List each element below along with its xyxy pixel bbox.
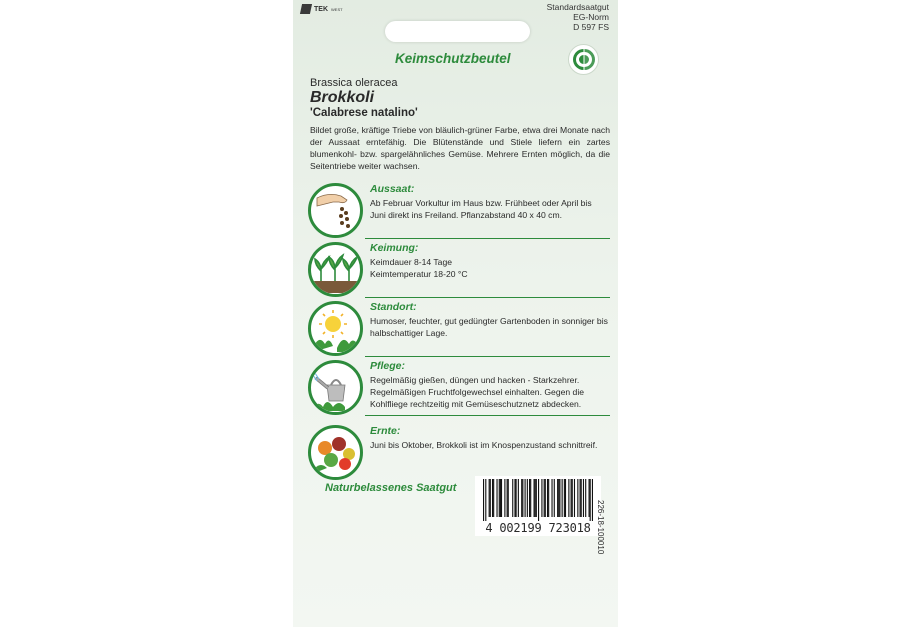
- seedlings-icon: [308, 242, 363, 297]
- article-code: 226-18-100010: [596, 500, 605, 555]
- section-title: Standort:: [370, 301, 417, 313]
- section-title: Pflege:: [370, 360, 406, 372]
- barcode-bar: [592, 479, 593, 521]
- product-description: Bildet große, kräftige Triebe von bläulich-grüner Farbe, etwa drei Monate nach der Aussaat erntefähig. Die Blütenstände und Stiele liefern ein zartes blumenkohl- bzw. spargelähnliches Gemüse. Mehrere Ernten möglich, da die Seitentriebe weiter wachsen.: [310, 125, 610, 171]
- barcode-bar: [529, 479, 530, 517]
- seed-norm-info: [547, 2, 609, 32]
- barcode-bar: [565, 479, 566, 517]
- barcode-bar: [562, 479, 563, 517]
- barcode-bar: [568, 479, 569, 517]
- barcode-bar: [534, 479, 535, 517]
- barcode-bar: [544, 479, 545, 517]
- barcode-bar: [541, 479, 542, 517]
- section-title: Keimung:: [370, 242, 419, 254]
- watering-can-icon: [308, 360, 363, 415]
- barcode-bar: [545, 479, 546, 517]
- barcode-bar: [490, 479, 491, 517]
- barcode-bar: [571, 479, 572, 517]
- seed-packet-back: [293, 0, 618, 627]
- barcode-bar: [590, 479, 591, 521]
- section-title: Aussaat:: [370, 183, 415, 195]
- brand-logo: [301, 4, 343, 14]
- barcode-number: 4 002199 723018: [485, 521, 591, 535]
- barcode-bar: [530, 479, 531, 517]
- barcode-bar: [507, 479, 508, 517]
- barcode-bar: [564, 479, 565, 517]
- sowing-hand-icon: [308, 183, 363, 238]
- natural-seed-label: Naturbelassenes Saatgut: [325, 482, 457, 494]
- barcode-bar: [535, 479, 536, 517]
- barcode-bar: [522, 479, 523, 517]
- barcode-bar: [559, 479, 560, 517]
- barcode-bar: [583, 479, 584, 517]
- barcode-bar: [577, 479, 578, 517]
- packet-window: [385, 21, 530, 42]
- barcode-bar: [554, 479, 555, 517]
- barcode-bar: [518, 479, 519, 517]
- section-divider: [365, 415, 610, 416]
- barcode-bar: [527, 479, 528, 517]
- barcode-bar: [525, 479, 526, 517]
- barcode-bar: [485, 479, 486, 521]
- brand-name: TEK: [314, 5, 328, 13]
- barcode-bar: [508, 479, 509, 517]
- barcode-bar: [492, 479, 493, 517]
- barcode-bar: [514, 479, 515, 517]
- barcode-bar: [496, 479, 497, 517]
- barcode-bar: [499, 479, 500, 517]
- bag-label: Keimschutzbeutel: [395, 51, 511, 66]
- barcode-bar: [501, 479, 502, 517]
- barcode-bar: [536, 479, 537, 517]
- barcode-bar: [512, 479, 513, 517]
- product-name: Brokkoli: [310, 89, 375, 106]
- barcode-bar: [558, 479, 559, 517]
- barcode-bar: [574, 479, 575, 517]
- barcode-bar: [521, 479, 522, 517]
- barcode-bar: [580, 479, 581, 517]
- barcode-bar: [585, 479, 586, 517]
- section-pflege: [308, 356, 608, 420]
- barcode-bar: [547, 479, 548, 517]
- barcode: [475, 476, 601, 536]
- barcode-bar: [538, 479, 539, 521]
- norm-line: Standardsaatgut: [546, 2, 609, 12]
- barcode-bar: [489, 479, 490, 517]
- barcode-bar: [516, 479, 517, 517]
- latin-name: Brassica oleracea: [310, 77, 398, 89]
- barcode-bar: [504, 479, 505, 517]
- barcode-bar: [589, 479, 590, 517]
- barcode-bar: [493, 479, 494, 517]
- section-text: Keimdauer 8-14 Tage Keimtemperatur 18-20 °C: [370, 257, 468, 279]
- barcode-bar: [483, 479, 484, 521]
- brand-small: WEST: [331, 6, 343, 12]
- section-title: Ernte:: [370, 425, 401, 437]
- barcode-bar: [551, 479, 552, 517]
- section-text: Ab Februar Vorkultur im Haus bzw. Frühbeet oder April bis Juni direkt ins Freiland. Pflanzabstand 40 x 40 cm.: [370, 198, 592, 220]
- barcode-bar: [548, 479, 549, 517]
- green-dot-icon: [568, 44, 599, 75]
- section-text: Humoser, feuchter, gut gedüngter Gartenboden in sonniger bis halbschattiger Lage.: [370, 316, 608, 338]
- variety-name: 'Calabrese natalino': [310, 107, 418, 119]
- norm-line: D 597 FS: [573, 22, 609, 32]
- section-text: Juni bis Oktober, Brokkoli ist im Knospenzustand schnittreif.: [370, 440, 598, 450]
- barcode-bar: [572, 479, 573, 517]
- sun-plants-icon: [308, 301, 363, 356]
- barcode-bar: [557, 479, 558, 517]
- norm-line: EG-Norm: [573, 12, 609, 22]
- section-standort: [308, 297, 608, 361]
- section-aussaat: [308, 179, 608, 243]
- barcode-bar: [500, 479, 501, 517]
- section-text: Regelmäßig gießen, düngen und hacken - Starkzehrer. Regelmäßigen Fruchtfolgewechsel einhalten. Gegen die Kohlfliege rechtzeitig mit Gemüseschutznetz abdecken.: [370, 375, 585, 409]
- brand-mark-icon: [300, 4, 312, 14]
- barcode-bars: [483, 479, 593, 521]
- barcode-bar: [581, 479, 582, 517]
- section-keimung: [308, 238, 608, 302]
- harvest-vegetables-icon: [308, 425, 363, 480]
